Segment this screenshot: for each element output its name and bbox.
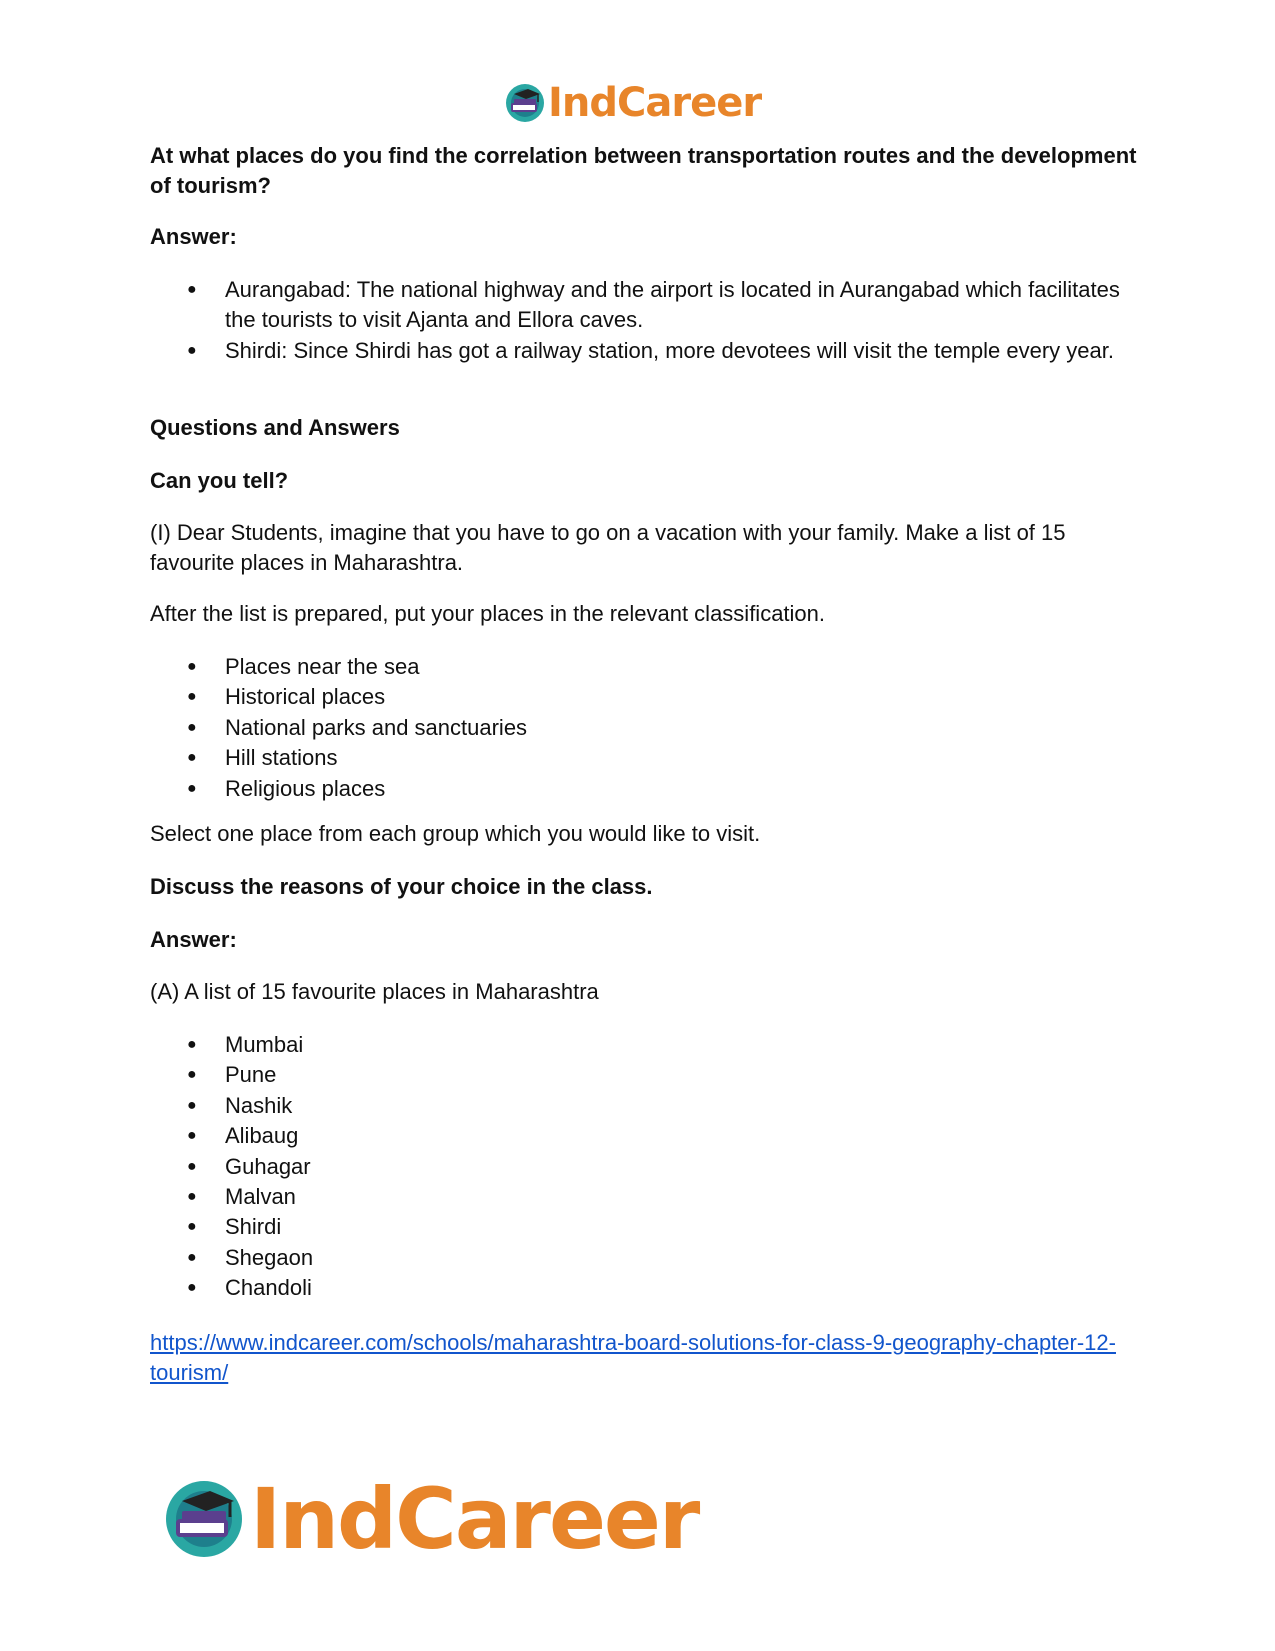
list-item: ● Religious places: [150, 774, 1140, 804]
brand-wordmark: IndCareer: [250, 1470, 699, 1568]
list-item: ● Mumbai: [150, 1030, 1140, 1060]
list-item: ● Shirdi: [150, 1212, 1140, 1242]
question-heading: At what places do you find the correlation between transportation routes and the development of tourism?: [150, 143, 1137, 198]
answer-intro: (A) A list of 15 favourite places in Maharashtra: [150, 979, 599, 1004]
sub-heading: Can you tell?: [150, 468, 289, 493]
list-item: ● National parks and sanctuaries: [150, 713, 1140, 743]
list-item: ● Pune: [150, 1060, 1140, 1090]
discussion-question: Discuss the reasons of your choice in the class.: [150, 874, 653, 899]
selection-instruction: Select one place from each group which you would like to visit.: [150, 821, 761, 846]
graduation-cap-book-icon: [162, 1477, 246, 1561]
list-item: ● Nashik: [150, 1091, 1140, 1121]
answer-bullet-list: [150, 275, 1140, 366]
classification-list: [150, 652, 1140, 804]
brand-wordmark: IndCareer: [548, 80, 762, 126]
list-item: ● Historical places: [150, 682, 1140, 712]
prompt-paragraph: (I) Dear Students, imagine that you have to go on a vacation with your family. Make a list of 15 favourite places in Maharashtra.: [150, 520, 1066, 575]
list-item: ● Alibaug: [150, 1121, 1140, 1151]
list-item: ● Places near the sea: [150, 652, 1140, 682]
list-item: ● Hill stations: [150, 743, 1140, 773]
graduation-cap-book-icon: [504, 82, 546, 124]
list-item: ● Malvan: [150, 1182, 1140, 1212]
classification-instruction: After the list is prepared, put your places in the relevant classification.: [150, 601, 826, 626]
header-logo: [504, 80, 761, 126]
source-link[interactable]: https://www.indcareer.com/schools/maharashtra-board-solutions-for-class-9-geography-chapter-12-tourism/: [150, 1330, 1116, 1385]
source-link-container: [150, 1328, 1140, 1388]
answer-label: Answer:: [150, 224, 237, 249]
places-list: [150, 1030, 1140, 1304]
footer-logo: [162, 1470, 698, 1568]
list-item: ● Shegaon: [150, 1243, 1140, 1273]
section-heading: Questions and Answers: [150, 415, 400, 440]
list-item: ● Aurangabad: The national highway and the airport is located in Aurangabad which facilitates the tourists to visit Ajanta and Ellora caves.: [150, 275, 1140, 336]
list-item: ● Guhagar: [150, 1152, 1140, 1182]
list-item: ● Shirdi: Since Shirdi has got a railway station, more devotees will visit the temple every year.: [150, 336, 1140, 366]
list-item: ● Chandoli: [150, 1273, 1140, 1303]
answer-label: Answer:: [150, 927, 237, 952]
